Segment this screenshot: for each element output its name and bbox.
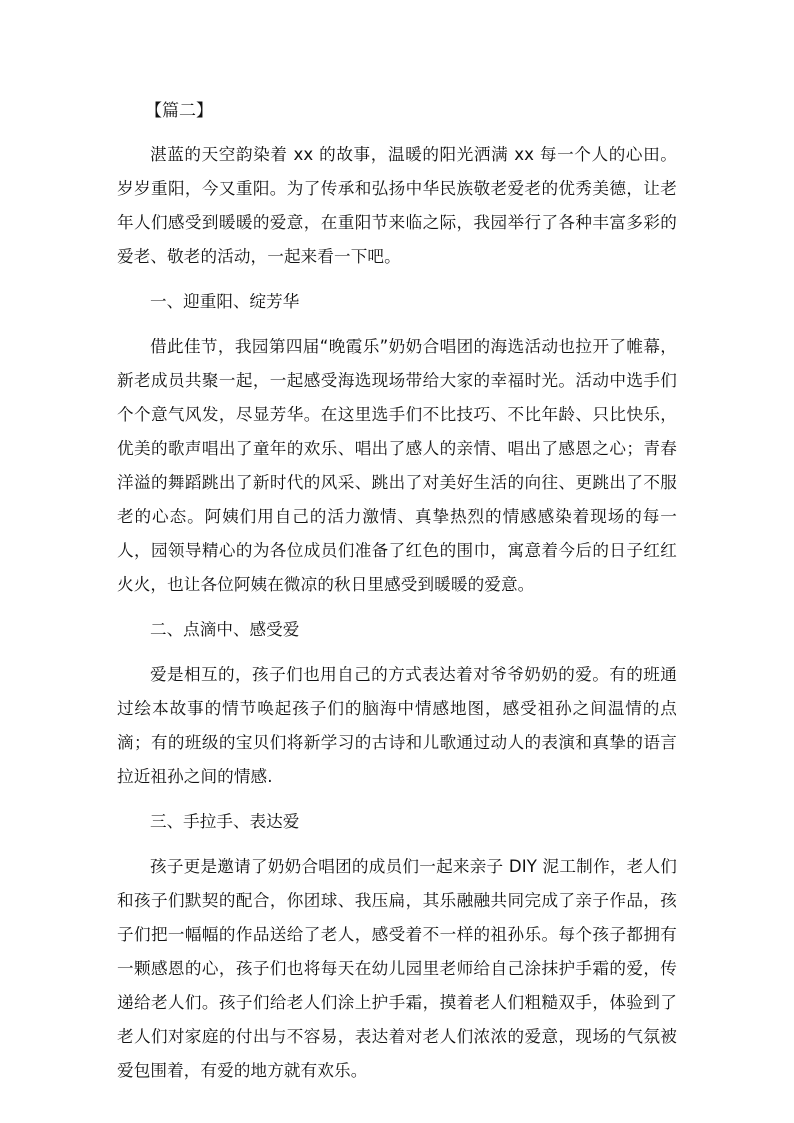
- section-3-line: 孩子更是邀请了奶奶合唱团的成员们一起来亲子 DIY 泥工制作，老人们和孩: [117, 857, 677, 910]
- section-2-title: 二、点滴中、感受爱: [150, 620, 300, 639]
- section-2-line: 级的宝贝们将新学习的古诗和儿歌通过动人的表演和真挚的语言拉近祖孙之间: [117, 733, 677, 786]
- section-1-line: 借此佳节，我园第四届“晚霞乐”奶奶合唱团的海选活动也拉开了帷幕，新: [117, 337, 677, 390]
- section-2-paragraph: [117, 658, 677, 794]
- section-1-line: 日里感受到暖暖的爱意。: [350, 575, 535, 594]
- article-body: [117, 138, 677, 1099]
- section-3-line: 子们默契的配合，你团球、我压扁，其乐融融共同完成了亲子作品，孩子们把一: [117, 891, 677, 944]
- section-3-line: 乐。: [334, 1061, 368, 1080]
- section-1-paragraph: [117, 330, 677, 602]
- section-1-line: 老成员共聚一起，一起感受海选现场带给大家的幸福时光。活动中选手们个个意: [117, 371, 677, 424]
- section-3-line: 孩子们也将每天在幼儿园里老师给自己涂抹护手霜的爱，传递给老人们。孩子们: [117, 959, 677, 1012]
- section-2-line: 爱是相互的，孩子们也用自己的方式表达着对爷爷奶奶的爱。有的班通过绘: [117, 665, 677, 718]
- intro-line: 动，一起来看一下吧。: [233, 247, 401, 266]
- section-2-line: 本故事的情节唤起孩子们的脑海中情感地图，感受祖孙之间温情的点滴；有的班: [117, 699, 678, 752]
- section-1-title: 一、迎重阳、绽芳华: [150, 292, 300, 311]
- intro-paragraph: [117, 138, 677, 274]
- section-1-line: 唱出了童年的欢乐、唱出了感人的亲情、唱出了感恩之心；青春洋溢的舞蹈跳出: [117, 439, 677, 492]
- section-1-line: 了新时代的风采、跳出了对美好生活的向往、更跳出了不服老的心态。阿姨们用: [117, 473, 677, 526]
- section-3-line: 容易，表达着对老人们浓浓的爱意，现场的气氛被爱包围着，有爱的地方就有欢: [117, 1027, 677, 1080]
- section-2-line: 的情感.: [217, 767, 273, 786]
- section-1-line: 气风发，尽显芳华。在这里选手们不比技巧、不比年龄、只比快乐，优美的歌声: [117, 405, 677, 458]
- intro-line: 湛蓝的天空韵染着 xx 的故事，温暖的阳光洒满 xx 每一个人的心田。岁岁重: [117, 145, 677, 198]
- intro-line: 到暖暖的爱意，在重阳节来临之际，我园举行了各种丰富多彩的爱老、敬老的活: [117, 213, 677, 266]
- article-heading: 【篇二】: [145, 101, 213, 121]
- intro-line: 阳，今又重阳。为了传承和弘扬中华民族敬老爱老的优秀美德，让老年人们感受: [117, 179, 677, 232]
- section-3-line: 给老人们涂上护手霜，摸着老人们粗糙双手，体验到了老人们对家庭的付出与不: [117, 993, 677, 1046]
- section-3-line: 幅幅的作品送给了老人，感受着不一样的祖孙乐。每个孩子都拥有一颗感恩的心，: [117, 925, 677, 978]
- section-3-paragraph: [117, 850, 677, 1088]
- section-3-title: 三、手拉手、表达爱: [150, 812, 300, 831]
- section-1-line: 自己的活力激情、真挚热烈的情感感染着现场的每一人，园领导精心的为各位成: [117, 507, 677, 560]
- section-1-line: 员们准备了红色的围巾，寓意着今后的日子红红火火，也让各位阿姨在微凉的秋: [117, 541, 677, 594]
